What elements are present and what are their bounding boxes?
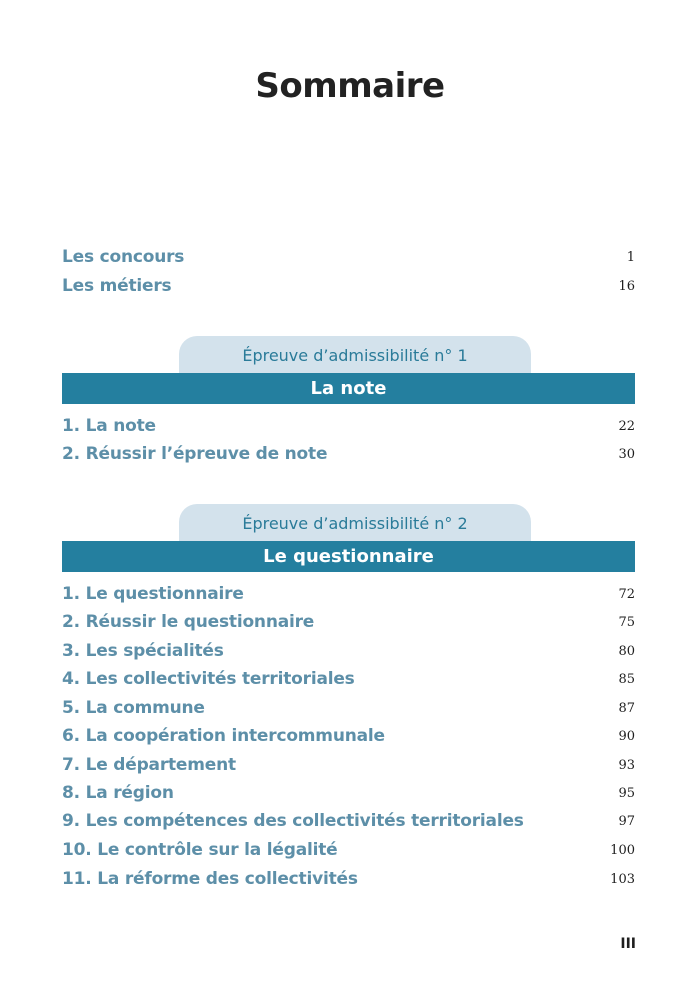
toc-entry-page: 75: [618, 614, 635, 630]
toc-entry-page: 93: [618, 757, 635, 773]
toc-entry[interactable]: [62, 581, 635, 607]
toc-entry-label: 7. Le département: [62, 755, 236, 775]
toc-entry-page: 1: [626, 249, 635, 265]
toc-entry-page: 22: [618, 418, 635, 434]
toc-entry-label: 1. Le questionnaire: [62, 584, 244, 604]
toc-entry-label: 2. Réussir l’épreuve de note: [62, 444, 328, 464]
page-number: III: [620, 936, 636, 952]
toc-entry-page: 103: [610, 871, 635, 887]
toc-entry-label: 8. La région: [62, 783, 174, 803]
toc-entry[interactable]: [62, 666, 635, 692]
toc-entry-page: 97: [618, 813, 635, 829]
section-heading: Le questionnaire: [62, 541, 635, 572]
toc-entry-label: 5. La commune: [62, 698, 205, 718]
toc-entry[interactable]: [62, 752, 635, 778]
page-title: Sommaire: [255, 66, 445, 106]
toc-entry[interactable]: [62, 638, 635, 664]
toc-entry-label: 1. La note: [62, 416, 156, 436]
toc-entry-label: Les métiers: [62, 276, 172, 296]
toc-entry[interactable]: [62, 273, 635, 299]
toc-entry[interactable]: [62, 866, 635, 892]
toc-entry[interactable]: [62, 695, 635, 721]
section-tab: Épreuve d’admissibilité n° 2: [179, 504, 531, 542]
toc-entry-page: 16: [618, 278, 635, 294]
toc-entry[interactable]: [62, 441, 635, 467]
toc-entry[interactable]: [62, 837, 635, 863]
toc-entry-label: 3. Les spécialités: [62, 641, 224, 661]
toc-entry-page: 90: [618, 728, 635, 744]
section-heading: La note: [62, 373, 635, 404]
toc-entry-label: 9. Les compétences des collectivités territoriales: [62, 811, 524, 831]
toc-entry-page: 80: [618, 643, 635, 659]
toc-entry[interactable]: [62, 723, 635, 749]
toc-entry-page: 30: [618, 446, 635, 462]
toc-entry-page: 85: [618, 671, 635, 687]
toc-entry-label: 10. Le contrôle sur la légalité: [62, 840, 338, 860]
section-tab: Épreuve d’admissibilité n° 1: [179, 336, 531, 374]
toc-entry-page: 87: [618, 700, 635, 716]
toc-entry[interactable]: [62, 609, 635, 635]
toc-entry-page: 100: [610, 842, 635, 858]
toc-entry-label: 4. Les collectivités territoriales: [62, 669, 355, 689]
toc-entry[interactable]: [62, 780, 635, 806]
toc-entry[interactable]: [62, 244, 635, 270]
toc-entry-page: 95: [618, 785, 635, 801]
toc-entry-label: 11. La réforme des collectivités: [62, 869, 358, 889]
toc-entry-label: 6. La coopération intercommunale: [62, 726, 385, 746]
toc-entry[interactable]: [62, 808, 635, 834]
toc-entry-page: 72: [618, 586, 635, 602]
toc-entry-label: Les concours: [62, 247, 185, 267]
toc-entry-label: 2. Réussir le questionnaire: [62, 612, 315, 632]
toc-entry[interactable]: [62, 413, 635, 439]
